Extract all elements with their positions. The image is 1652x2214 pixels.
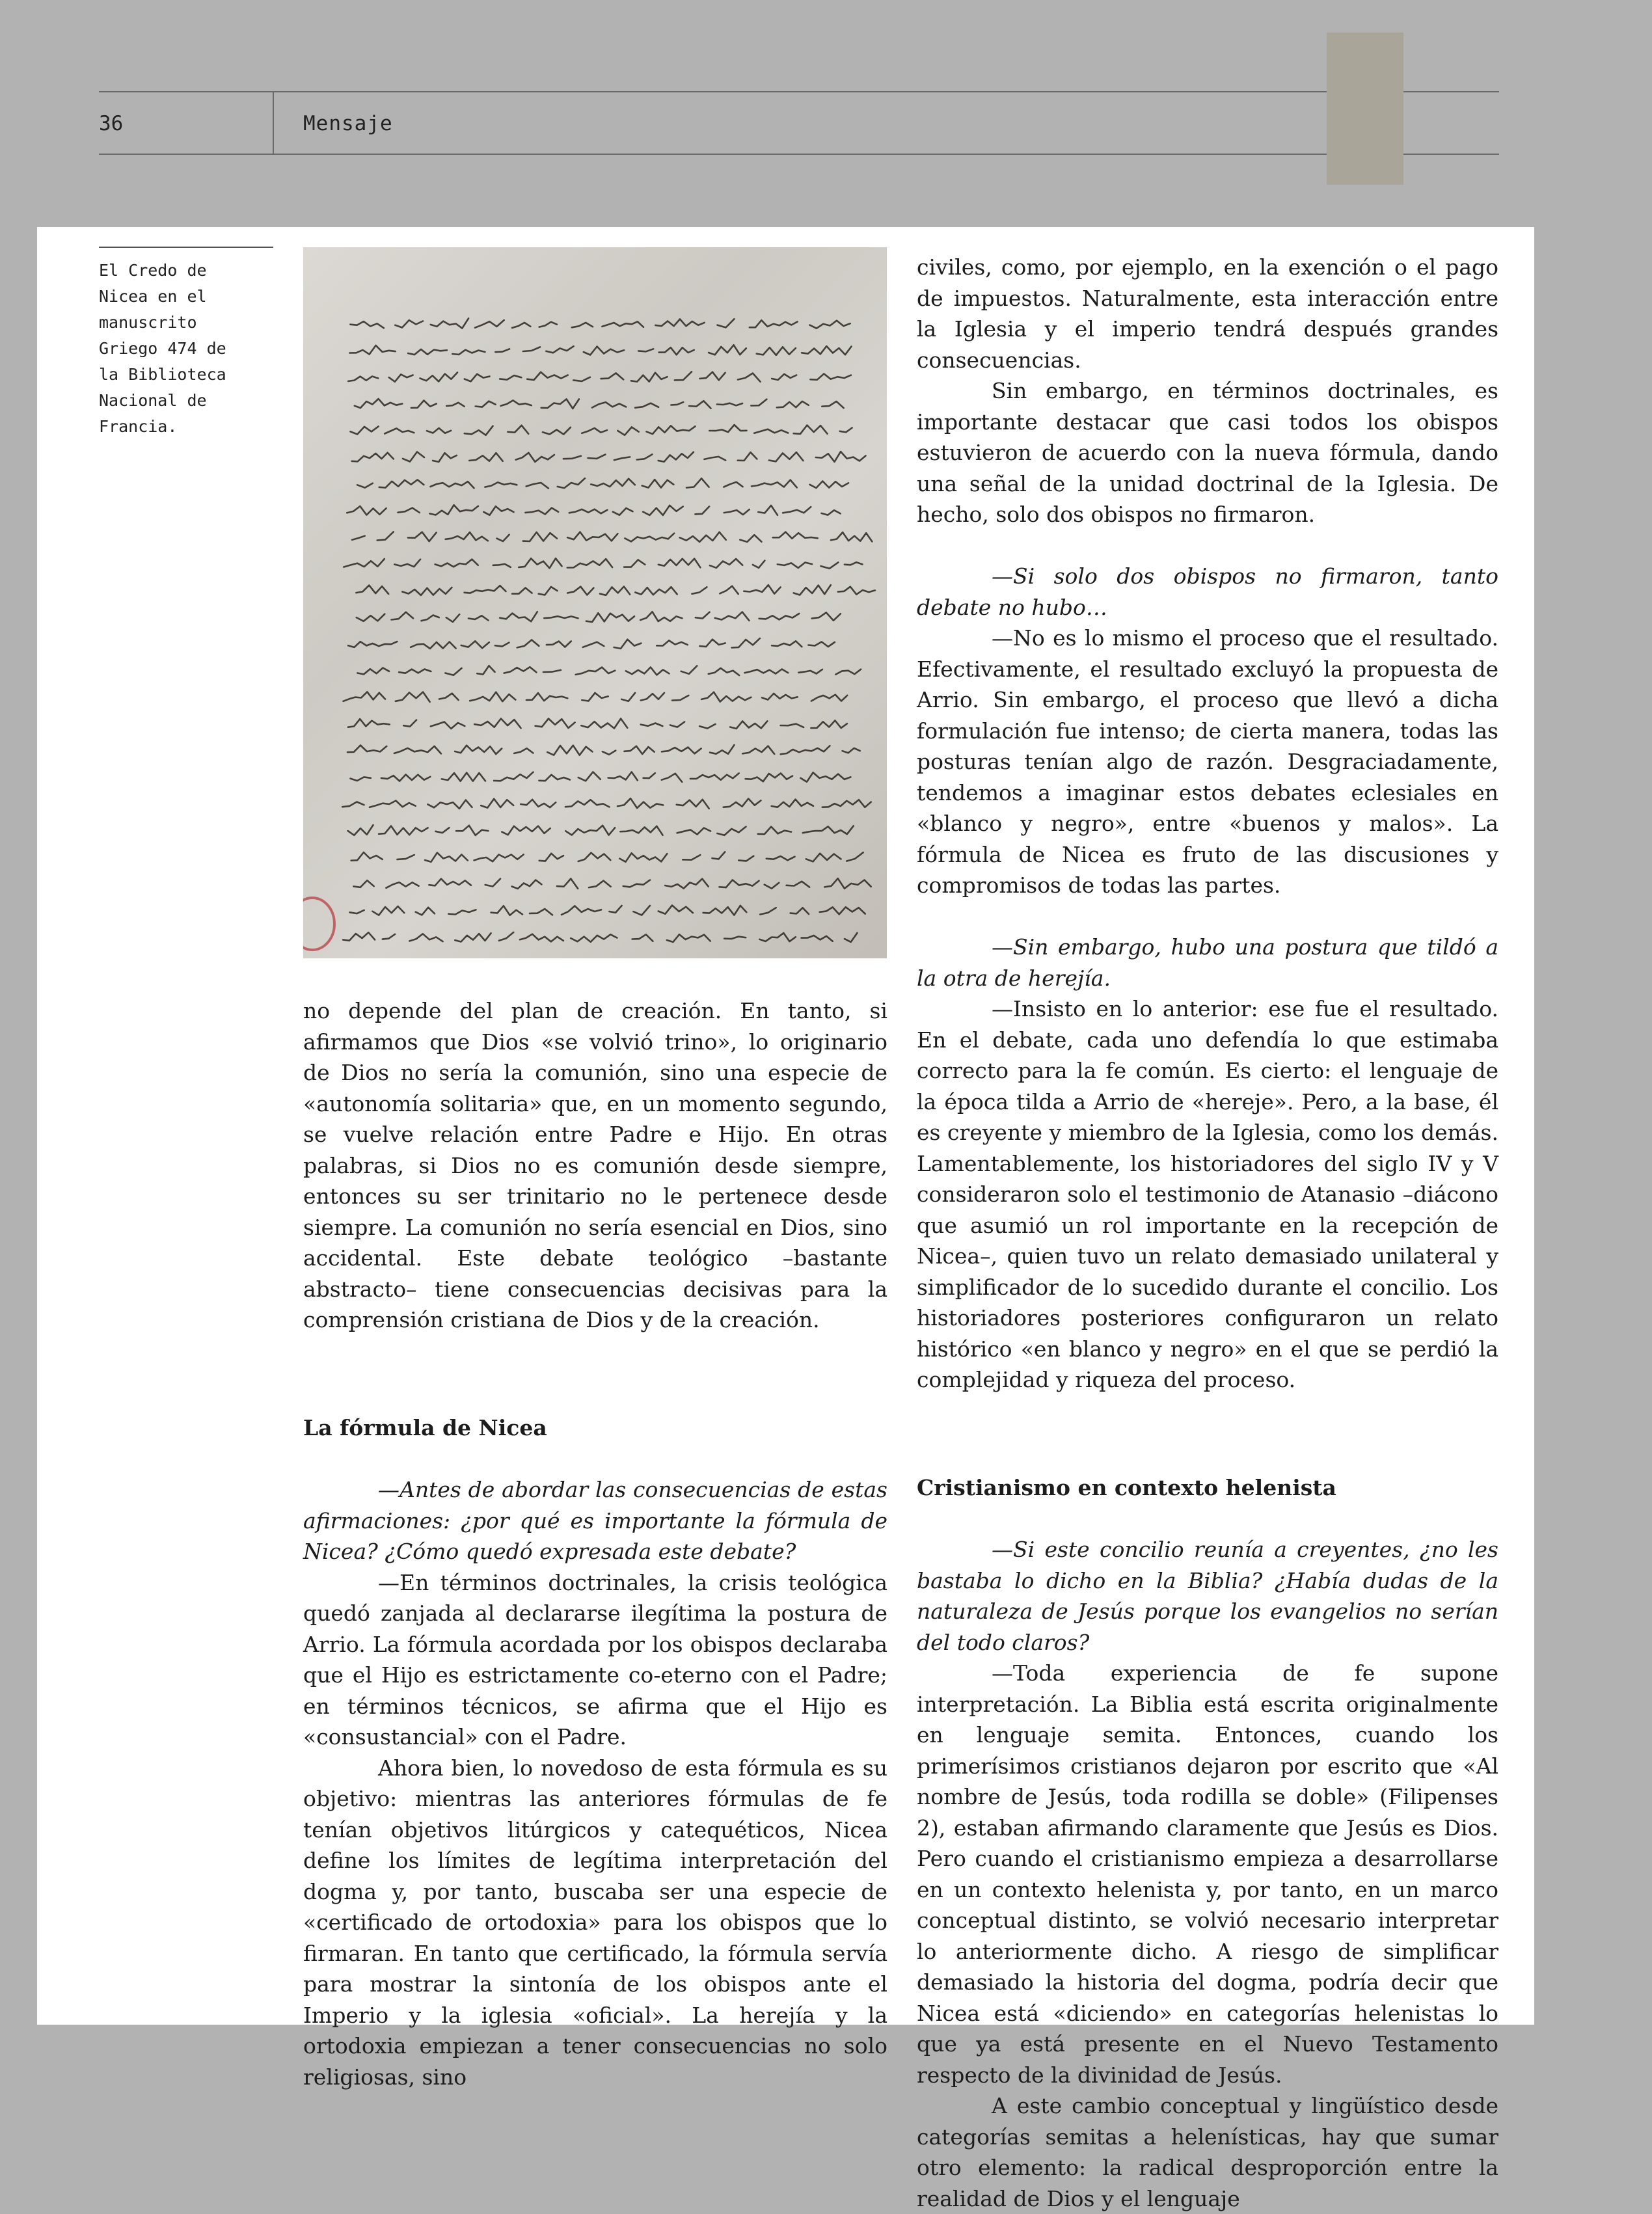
interview-answer: —No es lo mismo el proceso que el resultado. Efectivamente, el resultado excluyó la propuesta de Arrio. Sin embargo, el proceso que llevó a dicha formulación fue intenso; de cierta manera, todas las posturas tenían algo de razón. Desgraciadamente, tendemos a imaginar estos debates eclesiales en «blanco y negro», entre «buenos y malos». La fórmula de Nicea es fruto de las discusiones y compromisos de todas las partes. bbox=[917, 625, 1498, 898]
caption-rule bbox=[99, 247, 273, 248]
caption-line: El Credo de bbox=[99, 261, 207, 280]
header-top-rule bbox=[99, 91, 1499, 92]
paragraph: no depende del plan de creación. En tanto, si afirmamos que Dios «se volvió trino», lo originario de Dios no sería la comunión, sino una especie de «autonomía solitaria» que, en un momento segundo, se vuelve relación entre Padre e Hijo. En otras palabras, si Dios no es comunión desde siempre, entonces su ser trinitario no le pertenece desde siempre. La comunión no sería esencial en Dios, sino accidental. Este debate teológico –bastante abstracto– tiene consecuencias decisivas para la comprensión cristiana de Dios y de la creación. bbox=[303, 998, 887, 1332]
interview-answer: —Toda experiencia de fe supone interpretación. La Biblia está escrita originalmente en lenguaje semita. Entonces, cuando los primerísimos cristianos dejaron por escrito que «Al nombre de Jesús, toda rodilla se doble» (Filipenses 2), estaban afirmando claramente que Jesús es Dios. Pero cuando el cristianismo empieza a desarrollarse en un contexto helenista y, por tanto, en un marco conceptual distinto, se volvió necesario interpretar lo anteriormente dicho. A riesgo de simplificar demasiado la historia del dogma, podría decir que Nicea está «diciendo» en categorías helenistas lo que ya está presente en el Nuevo Testamento respecto de la divinidad de Jesús. bbox=[917, 1660, 1498, 2088]
paragraph: civiles, como, por ejemplo, en la exención o el pago de impuestos. Naturalmente, esta interacción entre la Iglesia y el imperio tendrá después grandes consecuencias. bbox=[917, 254, 1498, 373]
interview-answer: —Insisto en lo anterior: ese fue el resultado. En el debate, cada uno defendía lo que estimaba correcto para la fe común. Es cierto: el lenguaje de la época tilda a Arrio de «hereje». Pero, a la base, él es creyente y miembro de la Iglesia, como los demás. Lamentablemente, los historiadores del siglo IV y V consideraron solo el testimonio de Atanasio –diácono que asumió un rol importante en la recepción de Nicea–, quien tuvo un relato demasiado unilateral y simplificador de lo sucedido durante el concilio. Los historiadores posteriores configuraron un relato histórico «en blanco y negro» en el que se perdió la complejidad y riqueza del proceso. bbox=[917, 996, 1498, 1392]
header-bottom-rule bbox=[99, 154, 1499, 155]
caption-line: Nicea en el bbox=[99, 287, 207, 306]
interview-question: —Antes de abordar las consecuencias de estas afirmaciones: ¿por qué es importante la fórmula de Nicea? ¿Cómo quedó expresada este debate? bbox=[303, 1477, 887, 1564]
caption-line: Nacional de bbox=[99, 391, 207, 410]
interview-question: —Si solo dos obispos no firmaron, tanto debate no hubo… bbox=[917, 563, 1498, 620]
section-tab-marker bbox=[1327, 33, 1403, 185]
interview-question: —Si este concilio reunía a creyentes, ¿no les bastaba lo dicho en la Biblia? ¿Había dudas de la naturaleza de Jesús porque los evangelios no serían del todo claros? bbox=[917, 1537, 1498, 1655]
caption-line: manuscrito bbox=[99, 313, 197, 332]
figure-caption bbox=[99, 258, 273, 440]
section-title: Mensaje bbox=[303, 112, 393, 135]
header-divider bbox=[273, 91, 274, 155]
section-heading-nicea: La fórmula de Nicea bbox=[303, 1415, 547, 1440]
caption-line: la Biblioteca bbox=[99, 365, 226, 384]
manuscript-image bbox=[303, 247, 887, 958]
paragraph: Ahora bien, lo novedoso de esta fórmula es su objetivo: mientras las anteriores fórmulas de fe tenían objetivos litúrgicos y catequéticos, Nicea define los límites de legítima interpretación del dogma y, por tanto, buscaba ser una especie de «certificado de ortodoxia» para los obispos que lo firmaran. En tanto que certificado, la fórmula servía para mostrar la sintonía de los obispos ante el Imperio y la iglesia «oficial». La herejía y la ortodoxia empiezan a tener consecuencias no solo religiosas, sino bbox=[303, 1755, 887, 2090]
right-text-column bbox=[917, 252, 1498, 2214]
interview-question: —Sin embargo, hubo una postura que tildó a la otra de herejía. bbox=[917, 934, 1498, 991]
section-heading-helenista: Cristianismo en contexto helenista bbox=[917, 1475, 1336, 1500]
caption-line: Griego 474 de bbox=[99, 339, 226, 358]
paragraph: Sin embargo, en términos doctrinales, es importante destacar que casi todos los obispos estuvieron de acuerdo con la nueva fórmula, dando una señal de la unidad doctrinal de la Iglesia. De hecho, solo dos obispos no firmaron. bbox=[917, 378, 1498, 527]
manuscript-handwriting bbox=[303, 247, 887, 958]
paragraph: A este cambio conceptual y lingüístico desde categorías semitas a helenísticas, hay que sumar otro elemento: la radical desproporción entre la realidad de Dios y el lenguaje bbox=[917, 2093, 1498, 2211]
left-text-column bbox=[303, 995, 887, 2092]
caption-line: Francia. bbox=[99, 417, 178, 436]
page-number: 36 bbox=[99, 112, 124, 135]
interview-answer: —En términos doctrinales, la crisis teológica quedó zanjada al declararse ilegítima la postura de Arrio. La fórmula acordada por los obispos declaraba que el Hijo es estrictamente co-eterno con el Padre; en términos técnicos, se afirma que el Hijo es «consustancial» con el Padre. bbox=[303, 1569, 887, 1749]
